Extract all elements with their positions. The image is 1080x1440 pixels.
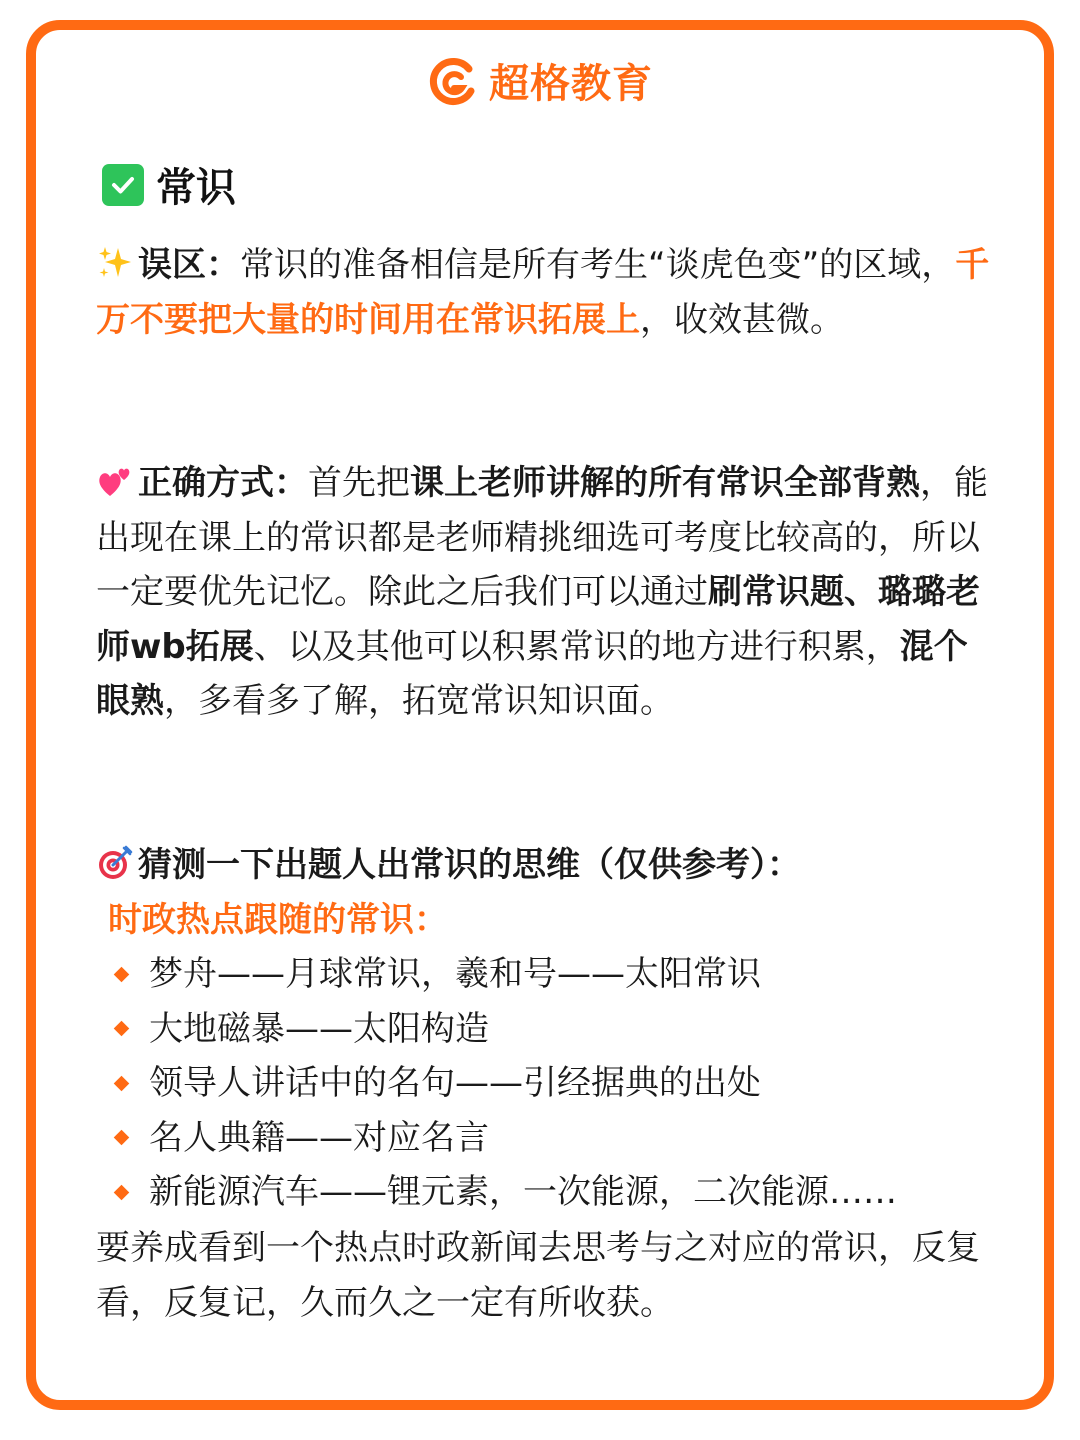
method-bold-1: 课上老师讲解的所有常识全部背熟	[410, 463, 920, 503]
bullet-text: 名人典籍——对应名言	[149, 1117, 489, 1158]
method-text-1: 首先把	[308, 463, 410, 503]
heading-title: 常识	[156, 165, 236, 211]
method-text-2: ，能出现在课上的常识都是老师精挑细选可考度比较高的，所以一定要优先记忆。除此之后我们可以通过	[96, 463, 988, 612]
brand-header	[0, 52, 1080, 109]
misconception-text-2: ，收效甚微。	[640, 299, 844, 340]
misconception-highlight: 千万不要把大量的时间用在常识拓展上	[96, 245, 990, 340]
method-bold-2: 刷常识题、璐璐老师wb拓展	[96, 572, 980, 667]
brand-name: 超格教育	[489, 61, 653, 107]
misconception-label: 误区：	[138, 245, 240, 285]
list-item	[108, 1002, 1008, 1057]
diamond-bullet-icon	[114, 1184, 130, 1200]
misconception-paragraph	[96, 238, 996, 347]
bullet-text: 梦舟——月球常识，羲和号——太阳常识	[149, 954, 761, 994]
list-item	[108, 1111, 1008, 1166]
method-label: 正确方式：	[138, 463, 308, 503]
thinking-title: 猜测一下出题人出常识的思维（仅供参考）：	[138, 845, 801, 885]
list-item	[108, 1165, 1008, 1220]
list-item	[108, 947, 1008, 1002]
diamond-bullet-icon	[114, 966, 130, 982]
closing-paragraph: 要养成看到一个热点时政新闻去思考与之对应的常识，反复看，反复记，久而久之一定有所收获。	[96, 1228, 980, 1323]
method-text-3: 、以及其他可以积累常识的地方进行积累，	[253, 626, 900, 667]
bullet-text: 新能源汽车——锂元素，一次能源，二次能源……	[149, 1172, 897, 1212]
bullet-text: 大地磁暴——太阳构造	[149, 1008, 489, 1049]
brand-logo-icon	[427, 55, 479, 107]
diamond-bullet-icon	[114, 1130, 130, 1146]
bullet-text: 领导人讲话中的名句——引经据典的出处	[149, 1063, 761, 1103]
thinking-subtitle: 时政热点跟随的常识：	[108, 900, 448, 940]
method-text-4: ，多看多了解，拓宽常识知识面。	[164, 681, 674, 721]
two-hearts-icon	[96, 462, 134, 500]
check-mark-icon	[102, 164, 144, 206]
thinking-title-line	[96, 838, 996, 893]
diamond-bullet-icon	[114, 1021, 130, 1037]
section-heading	[102, 156, 236, 213]
method-paragraph	[96, 456, 996, 729]
thinking-bullet-list	[108, 947, 1008, 1220]
list-item	[108, 1056, 1008, 1111]
method-bold-3: 混个眼熟	[96, 626, 968, 721]
sparkles-icon	[96, 244, 134, 282]
target-icon	[96, 844, 134, 882]
misconception-text-1: 常识的准备相信是所有考生“谈虎色变”的区域，	[240, 245, 956, 285]
diamond-bullet-icon	[114, 1075, 130, 1091]
